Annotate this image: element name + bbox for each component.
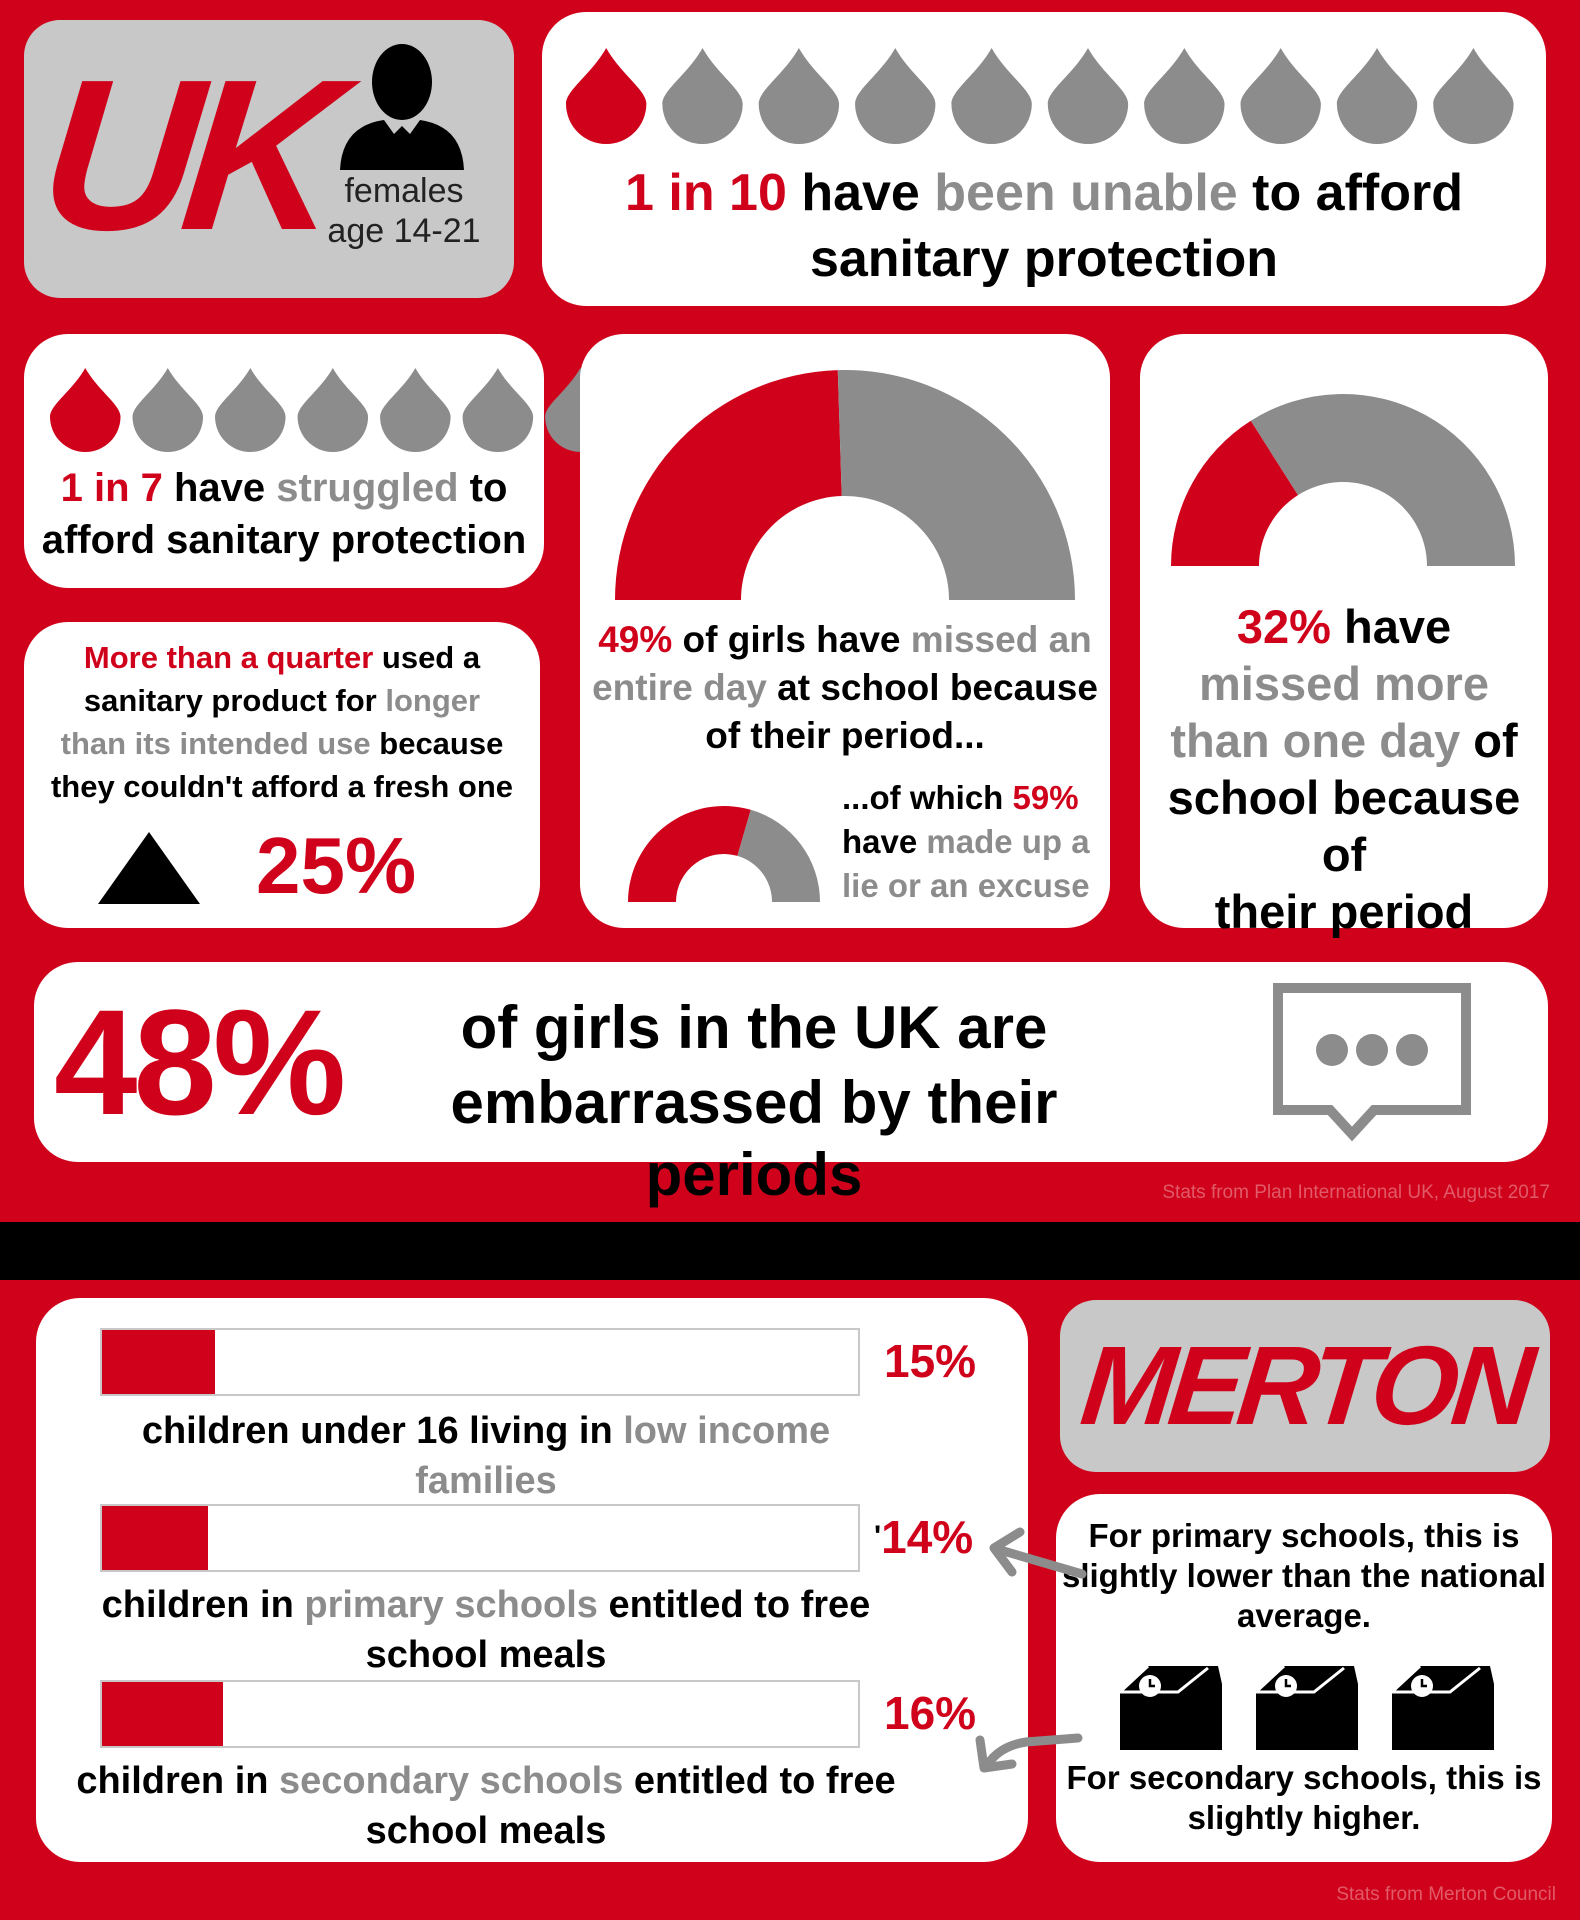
stat-59-text: ...of which 59% have made up a lie or an excuse xyxy=(842,779,1090,904)
drop-icon xyxy=(1337,48,1417,144)
gauge-32 xyxy=(1168,390,1518,570)
drop-icon xyxy=(133,368,204,452)
bar-fill xyxy=(102,1682,223,1746)
drop-icon xyxy=(662,48,742,144)
uk-title-panel xyxy=(24,20,514,298)
bar-fill xyxy=(102,1506,208,1570)
school-building-icon xyxy=(1254,1662,1360,1752)
drop-pictogram xyxy=(50,366,628,456)
drop-icon xyxy=(463,368,534,452)
stat-quarter-value: 25% xyxy=(256,821,417,910)
gauge-segment-value xyxy=(615,370,842,600)
school-icons xyxy=(1118,1662,1498,1758)
stat-32-text: 32% have missed more than one day of school because of their period xyxy=(1167,600,1521,938)
gauge-segment-rest xyxy=(838,370,1075,600)
merton-title-panel xyxy=(1060,1300,1550,1472)
section-divider xyxy=(0,1222,1580,1280)
uk-subtitle-1: females xyxy=(344,172,464,210)
uk-title: UK xyxy=(31,34,340,275)
stat-1in7-card xyxy=(24,334,544,588)
gauge-segment-rest xyxy=(737,810,820,902)
bar-track xyxy=(100,1680,860,1748)
bar-label: children in secondary schools entitled to free school meals xyxy=(76,1760,896,1852)
bar-value: '14% xyxy=(874,1511,974,1563)
speech-bubble-icon xyxy=(1272,982,1472,1157)
bar-track xyxy=(100,1328,860,1396)
gauge-segment-value xyxy=(628,806,751,902)
stat-49-text: 49% of girls have missed an entire day at school because of their period... xyxy=(592,619,1098,756)
arrow-icon-secondary xyxy=(966,1724,1086,1812)
drop-icon xyxy=(951,48,1031,144)
drop-icon xyxy=(215,368,286,452)
person-icon xyxy=(332,34,472,174)
stat-48-line2: embarrassed by their periods xyxy=(450,1069,1058,1208)
stat-1in10-card xyxy=(542,12,1546,306)
merton-note-card xyxy=(1056,1494,1552,1862)
merton-note-primary: For primary schools, this is slightly lower than the national average. xyxy=(1061,1517,1547,1634)
drop-icon-filled xyxy=(50,368,121,452)
drops-7 xyxy=(50,366,628,456)
school-building-icon xyxy=(1390,1662,1496,1752)
triangle-icon xyxy=(94,828,204,908)
drop-icon xyxy=(1241,48,1321,144)
stat-48-line1: of girls in the UK are xyxy=(460,994,1048,1061)
bar-label: children in primary schools entitled to free school meals xyxy=(101,1584,871,1676)
uk-subtitle-2: age 14-21 xyxy=(327,212,481,250)
stat-1in10-line2: sanitary protection xyxy=(809,230,1279,288)
bar-label: children under 16 living in low income families xyxy=(141,1410,831,1502)
bar-value: 15% xyxy=(884,1335,977,1387)
school-building-icon xyxy=(1118,1662,1224,1752)
stat-48-value: 48% xyxy=(54,978,343,1146)
merton-title: MERTON xyxy=(1075,1323,1535,1448)
merton-bars-card xyxy=(36,1298,1028,1862)
arrow-icon-primary xyxy=(980,1520,1090,1590)
stat-1in7-line2: afford sanitary protection xyxy=(41,518,527,562)
drop-icon xyxy=(759,48,839,144)
drop-icon xyxy=(1048,48,1128,144)
bar-fill xyxy=(102,1330,215,1394)
gauge-59 xyxy=(624,800,824,904)
merton-note-secondary: For secondary schools, this is slightly higher. xyxy=(1066,1759,1542,1836)
drop-icon xyxy=(1144,48,1224,144)
bar-track xyxy=(100,1504,860,1572)
stat-quarter-text: More than a quarter used a sanitary product for longer than its intended use because they couldn't afford a fresh one xyxy=(50,640,514,804)
stat-32-card xyxy=(1140,334,1548,938)
stat-49-card xyxy=(580,334,1110,928)
drop-icon-filled xyxy=(566,48,646,144)
drop-pictogram xyxy=(566,46,1530,148)
stat-1in7-line1: 1 in 7 have struggled to xyxy=(60,466,508,510)
stat-1in10-line1: 1 in 10 have been unable to afford xyxy=(625,164,1463,222)
gauge-segment-rest xyxy=(1251,394,1515,566)
drop-icon xyxy=(298,368,369,452)
drop-icon xyxy=(1433,48,1513,144)
drop-icon xyxy=(855,48,935,144)
source-merton: Stats from Merton Council xyxy=(1336,1884,1556,1905)
gauge-49 xyxy=(610,364,1080,604)
drops-10 xyxy=(566,46,1530,148)
stat-quarter-card xyxy=(24,622,540,928)
bar-value: 16% xyxy=(884,1687,977,1739)
source-uk: Stats from Plan International UK, August 2017 xyxy=(1162,1182,1550,1203)
drop-icon xyxy=(380,368,451,452)
